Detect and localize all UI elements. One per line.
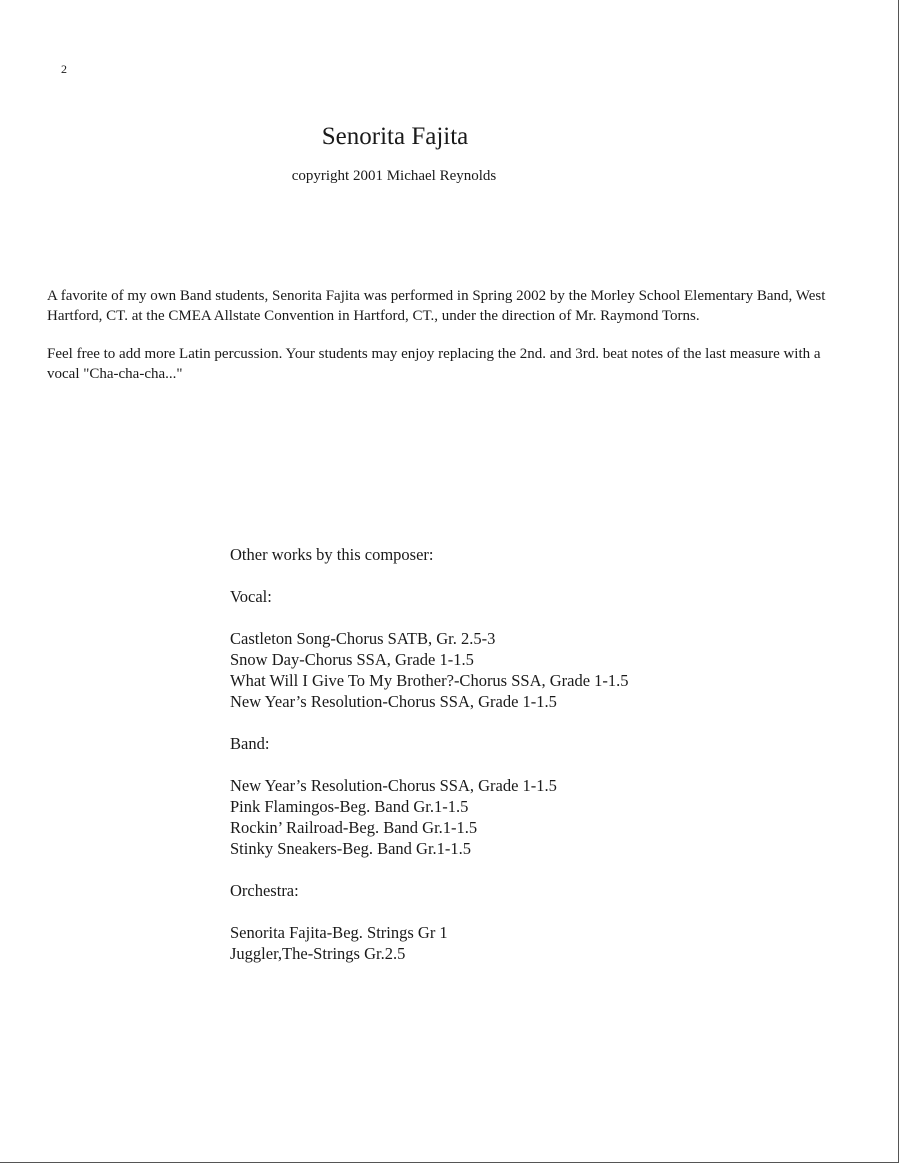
list-item: Castleton Song-Chorus SATB, Gr. 2.5-3 bbox=[230, 629, 496, 648]
other-works-section bbox=[230, 544, 830, 985]
orchestra-works-list bbox=[230, 922, 830, 964]
list-item: What Will I Give To My Brother?-Chorus SSA, Grade 1-1.5 bbox=[230, 671, 629, 690]
intro-section bbox=[47, 287, 847, 403]
intro-paragraph: Feel free to add more Latin percussion. Your students may enjoy replacing the 2nd. and 3rd. beat notes of the last measure with a vocal "Cha-cha-cha..." bbox=[47, 346, 821, 382]
intro-paragraph: A favorite of my own Band students, Senorita Fajita was performed in Spring 2002 by the Morley School Elementary Band, West Hartford, CT. at the CMEA Allstate Convention in Hartford, CT., under the direction of Mr. Raymond Torns. bbox=[47, 288, 826, 324]
list-item: Stinky Sneakers-Beg. Band Gr.1-1.5 bbox=[230, 839, 472, 858]
category-label-band: Band: bbox=[230, 734, 270, 753]
vocal-works-list bbox=[230, 628, 830, 712]
list-item: Senorita Fajita-Beg. Strings Gr 1 bbox=[230, 923, 448, 942]
copyright-line: copyright 2001 Michael Reynolds bbox=[291, 168, 497, 184]
category-label-orchestra: Orchestra: bbox=[230, 881, 299, 900]
list-item: New Year’s Resolution-Chorus SSA, Grade 1-1.5 bbox=[230, 776, 557, 795]
list-item: Juggler,The-Strings Gr.2.5 bbox=[230, 944, 406, 963]
page-title: Senorita Fajita bbox=[321, 123, 469, 150]
list-item: New Year’s Resolution-Chorus SSA, Grade 1-1.5 bbox=[230, 692, 557, 711]
page-number: 2 bbox=[61, 62, 67, 76]
category-label-vocal: Vocal: bbox=[230, 587, 272, 606]
band-works-list bbox=[230, 775, 830, 859]
list-item: Pink Flamingos-Beg. Band Gr.1-1.5 bbox=[230, 797, 469, 816]
list-item: Snow Day-Chorus SSA, Grade 1-1.5 bbox=[230, 650, 474, 669]
list-item: Rockin’ Railroad-Beg. Band Gr.1-1.5 bbox=[230, 818, 478, 837]
other-works-heading: Other works by this composer: bbox=[230, 545, 434, 564]
